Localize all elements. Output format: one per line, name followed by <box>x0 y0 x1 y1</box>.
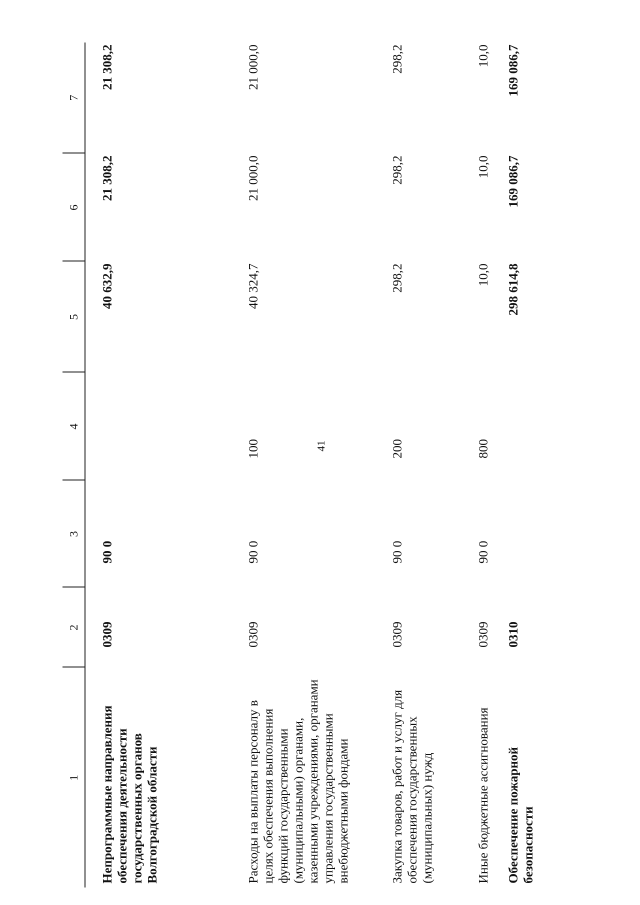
budget-table-landscape <box>62 42 622 887</box>
target-article-code: 90 0 <box>475 540 490 563</box>
amount-col7: 169 086,7 <box>505 44 520 96</box>
section-code: 0309 <box>389 621 404 647</box>
table-header-row <box>62 42 85 887</box>
amount-col6: 169 086,7 <box>505 155 520 207</box>
amount-col5: 298,2 <box>389 263 404 293</box>
table-row <box>240 42 385 887</box>
row-name: Закупка товаров, работ и услуг для обеспечения государственных (муниципальных) нужд <box>389 689 434 883</box>
table-row <box>473 42 505 887</box>
amount-col7: 21 000,0 <box>245 44 260 90</box>
table-row <box>85 42 241 887</box>
column-header: 6 <box>62 153 85 261</box>
section-code: 0310 <box>505 621 520 647</box>
column-header: 3 <box>62 480 85 587</box>
amount-col6: 10,0 <box>475 155 490 178</box>
amount-col5: 10,0 <box>475 263 490 286</box>
row-name: Иные бюджетные ассигнования <box>475 706 490 883</box>
amount-col6: 21 308,2 <box>99 155 114 201</box>
expense-type-code: 100 <box>245 438 260 458</box>
section-code: 0309 <box>99 621 114 647</box>
row-name: Расходы на выплаты персоналу в целях обеспечения выполнения функций государственными (муниципальными) органами, казенными учреждениями, органами управления государственными внебюджетными фондами <box>245 678 350 883</box>
amount-col5: 298 614,8 <box>505 263 520 315</box>
row-name: Обеспечение пожарной безопасности <box>505 746 535 883</box>
amount-col5: 40 632,9 <box>99 263 114 309</box>
budget-table <box>62 42 565 887</box>
page-number: 41 <box>315 440 328 452</box>
expense-type-code <box>85 372 241 480</box>
target-article-code <box>505 480 565 587</box>
expense-type-code <box>505 372 565 480</box>
amount-col7: 21 308,2 <box>99 44 114 90</box>
column-header: 5 <box>62 261 85 372</box>
target-article-code: 90 0 <box>389 540 404 563</box>
column-header: 2 <box>62 587 85 667</box>
column-header: 7 <box>62 42 85 153</box>
column-header: 1 <box>65 774 80 781</box>
section-code: 0309 <box>245 621 260 647</box>
target-article-code: 90 0 <box>245 540 260 563</box>
amount-col6: 21 000,0 <box>245 155 260 201</box>
amount-col7: 298,2 <box>389 44 404 74</box>
expense-type-code: 800 <box>475 438 490 458</box>
amount-col5: 40 324,7 <box>245 263 260 309</box>
row-name: Непрограммные направления обеспечения деятельности государственных органов Волгоградской области <box>99 704 159 883</box>
amount-col7: 10,0 <box>475 44 490 67</box>
section-code: 0309 <box>475 621 490 647</box>
table-row <box>385 42 473 887</box>
target-article-code: 90 0 <box>99 540 114 563</box>
amount-col6: 298,2 <box>389 155 404 185</box>
table-row <box>505 42 565 887</box>
column-header: 4 <box>62 372 85 480</box>
expense-type-code: 200 <box>389 438 404 458</box>
